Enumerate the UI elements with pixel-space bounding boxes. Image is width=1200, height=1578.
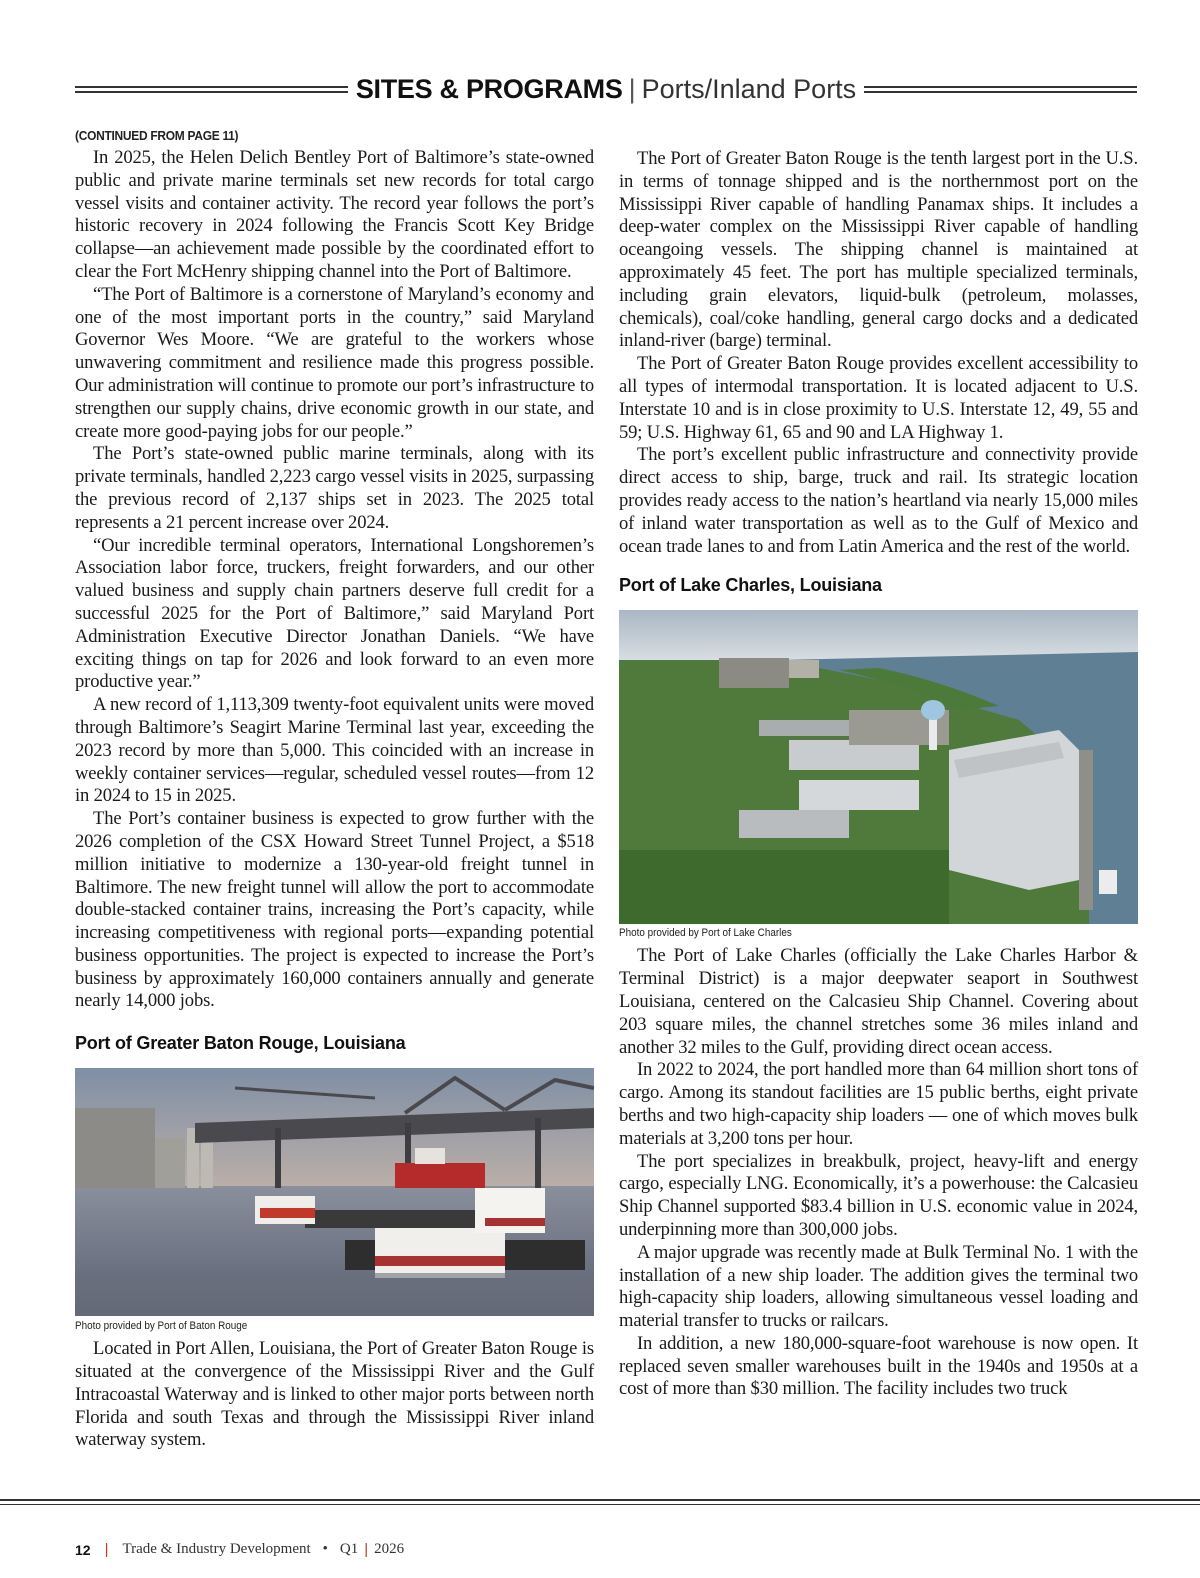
footer-bullet: • (322, 1541, 328, 1557)
article-paragraph: In 2025, the Helen Delich Bentley Port of Baltimore’s state-owned public and private marine terminals set new records for total cargo vessel visits and container activity. The record year follows the port’s historic recovery in 2024 following the Francis Scott Key Bridge collapse—an achievement made possible by the coordinated effort to clear the Fort McHenry shipping channel into the Port of Baltimore. (75, 147, 594, 282)
section-heading-baton-rouge: Port of Greater Baton Rouge, Louisiana (75, 1033, 406, 1054)
page-header (75, 72, 1137, 106)
article-paragraph: The Port of Greater Baton Rouge is the tenth largest port in the U.S. in terms of tonnage shipped and is the northernmost port on the Mississippi River capable of handling Panamax ships. It includes a deep-water complex on the Mississippi River capable of handling oceangoing vessels. The shipping channel is maintained at approximately 45 feet. The port has multiple specialized terminals, including grain elevators, liquid-bulk (petroleum, molasses, chemicals), coal/coke handling, general cargo docks and a dedicated inland-river (barge) terminal. (619, 148, 1138, 352)
article-paragraph: The Port of Greater Baton Rouge provides excellent accessibility to all types of intermodal transportation. It is located adjacent to U.S. Interstate 10 and is in close proximity to U.S. Interstate 12, 49, 55 and 59; U.S. Highway 61, 65 and 90 and LA Highway 1. (619, 353, 1138, 443)
article-paragraph: The Port’s state-owned public marine terminals, along with its private terminals, handled 2,223 cargo vessel visits in 2025, surpassing the previous record of 2,137 ships set in 2023. The 2025 total represents a 21 percent increase over 2024. (75, 443, 594, 533)
photo-caption: Photo provided by Port of Lake Charles (619, 927, 792, 940)
footer-separator-2: | (364, 1541, 369, 1558)
article-paragraph: The port’s excellent public infrastructure and connectivity provide direct access to ship, barge, truck and rail. Its strategic location provides ready access to the nation’s heartland via nearly 15,000 miles of inland water transportation as well as to the Gulf of Mexico and ocean trade lanes to and from Latin America and the rest of the world. (619, 444, 1138, 557)
article-paragraph: Located in Port Allen, Louisiana, the Port of Greater Baton Rouge is situated at the convergence of the Mississippi River and the Gulf Intracoastal Waterway and is linked to other major ports between north Florida and south Texas and through the Mississippi River inland waterway system. (75, 1338, 594, 1451)
photo-caption: Photo provided by Port of Baton Rouge (75, 1320, 248, 1333)
article-paragraph: “The Port of Baltimore is a cornerstone of Maryland’s economy and one of the most important ports in the country,” said Maryland Governor Wes Moore. “We are grateful to the workers whose unwavering commitment and resilience made this progress possible. Our administration will continue to promote our port’s infrastructure to strengthen our supply chains, drive economic growth in our state, and create more good-paying jobs for our people.” (75, 283, 594, 442)
article-paragraph: In addition, a new 180,000-square-foot warehouse is now open. It replaced seven smaller warehouses built in the 1940s and 1950s at a cost of more than $30 million. The facility includes two truck (619, 1332, 1138, 1400)
header-rule-right (864, 86, 1137, 93)
article-paragraph: The Port’s container business is expected to grow further with the 2026 completion of the CSX Howard Street Tunnel Project, a $518 million initiative to modernize a 130-year-old freight tunnel in Baltimore. The new freight tunnel will allow the port to accommodate double-stacked container trains, increasing the Port’s capacity, while increasing competitiveness with regional ports—expanding potential business opportunities. The project is expected to increase the Port’s business by approximately 160,000 containers annually and generate nearly 14,000 jobs. (75, 808, 594, 1012)
header-separator: | (628, 73, 636, 104)
section-heading-lake-charles: Port of Lake Charles, Louisiana (619, 575, 882, 596)
section-title: SITES & PROGRAMS (355, 73, 623, 104)
left-column (75, 128, 594, 1452)
article-paragraph: The Port of Lake Charles (officially the Lake Charles Harbor & Terminal District) is a major deepwater seaport in Southwest Louisiana, centered on the Calcasieu Ship Channel. Covering about 203 square miles, the channel stretches some 36 miles inland and another 32 miles to the Gulf, providing direct ocean access. (619, 945, 1138, 1058)
issue-label: Q1 (339, 1541, 359, 1557)
publication-name: Trade & Industry Development (122, 1541, 311, 1557)
footer-separator: | (104, 1541, 109, 1558)
right-column (619, 148, 1138, 1401)
article-paragraph: In 2022 to 2024, the port handled more than 64 million short tons of cargo. Among its standout facilities are 15 public berths, eight private berths and two high-capacity ship loaders — one of which moves bulk materials at 3,200 tons per hour. (619, 1059, 1138, 1149)
article-paragraph: A new record of 1,113,309 twenty-foot equivalent units were moved through Baltimore’s Seagirt Marine Terminal last year, exceeding the 2023 record by more than 5,000. This coincided with an increase in weekly container services—regular, scheduled vessel routes—from 12 in 2024 to 15 in 2025. (75, 694, 594, 807)
header-title (348, 74, 864, 105)
baton-rouge-port-photo (75, 1068, 594, 1316)
header-rule-left (75, 86, 348, 93)
article-paragraph: A major upgrade was recently made at Bulk Terminal No. 1 with the installation of a new ship loader. The addition gives the terminal two high-capacity ship loaders, allowing simultaneous vessel loading and material transfer to trucks or railcars. (619, 1241, 1138, 1332)
article-paragraph: “Our incredible terminal operators, International Longshoremen’s Association labor force, truckers, freight forwarders, and our other valued business and supply chain partners deserve full credit for a successful 2025 for the Port of Baltimore,” said Maryland Port Administration Executive Director Jonathan Daniels. “We have exciting things on tap for 2026 and look forward to an even more productive year.” (75, 534, 594, 693)
page-number: 12 (75, 1541, 91, 1558)
issue-year: 2026 (374, 1541, 405, 1557)
subsection-title: Ports/Inland Ports (641, 73, 857, 104)
lake-charles-port-photo (619, 610, 1138, 924)
continued-note: (CONTINUED FROM PAGE 11) (75, 128, 239, 143)
page-footer (75, 1541, 404, 1558)
article-paragraph: The port specializes in breakbulk, project, heavy-lift and energy cargo, especially LNG. Economically, it’s a powerhouse: the Calcasieu Ship Channel supported $83.4 billion in U.S. economic value in 2024, underpinning more than 300,000 jobs. (619, 1150, 1138, 1240)
footer-rule (0, 1499, 1200, 1505)
